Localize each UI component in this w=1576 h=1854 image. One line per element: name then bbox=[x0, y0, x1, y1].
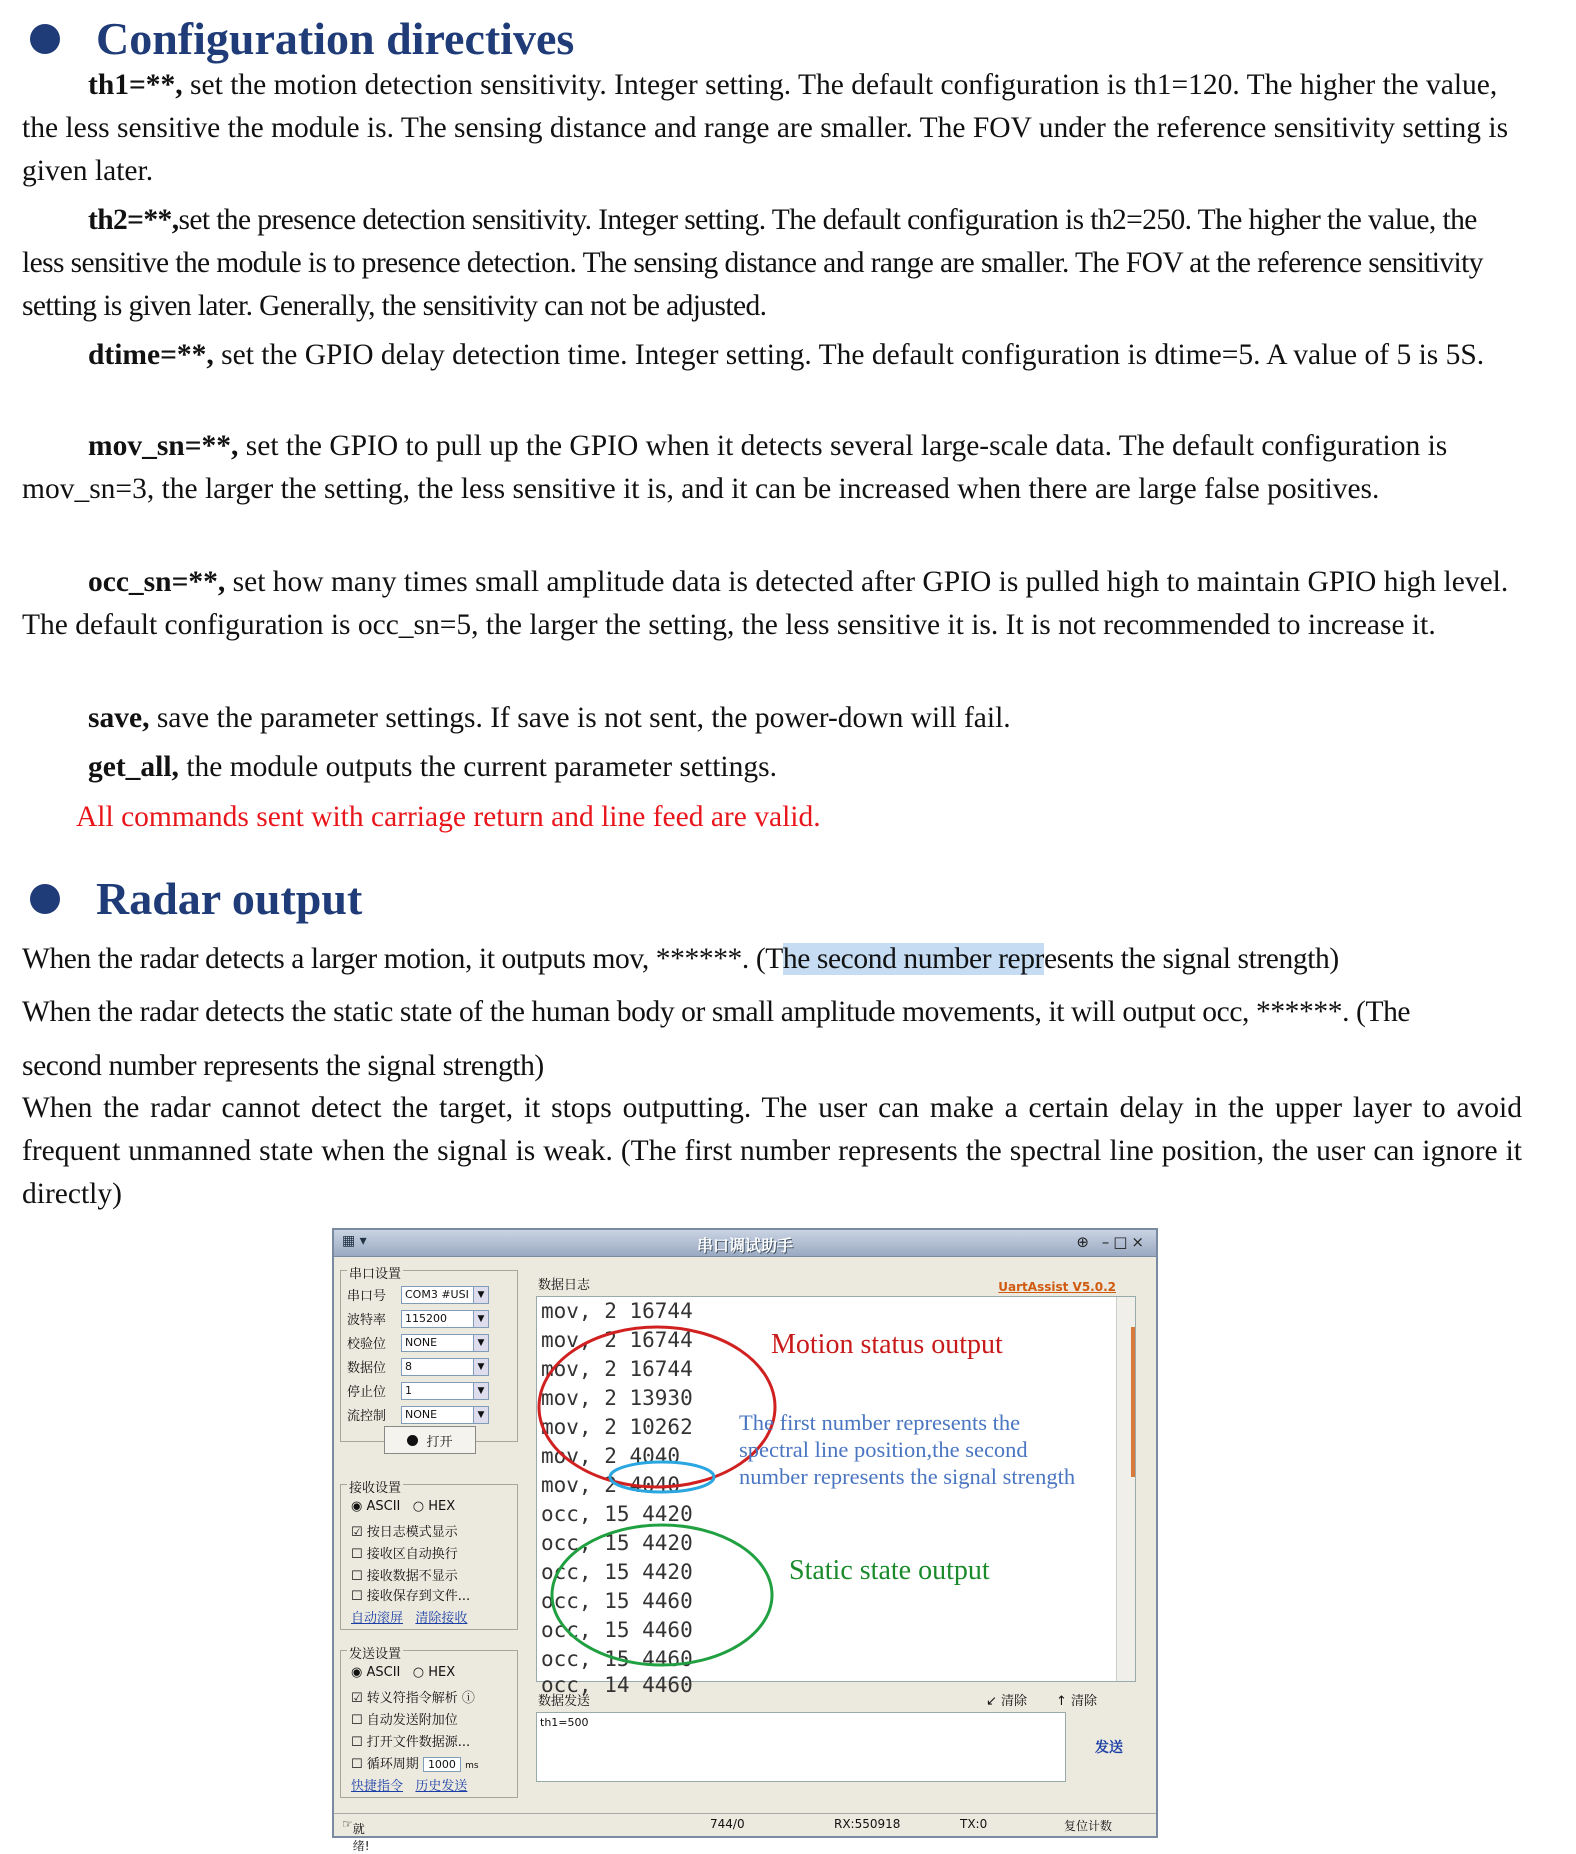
directive-cmd: th2=**, bbox=[88, 204, 179, 236]
log-scrollbar[interactable] bbox=[1116, 1297, 1135, 1681]
field-label: 波特率 bbox=[347, 1313, 387, 1328]
bullet-icon bbox=[30, 884, 60, 914]
radio-label: HEX bbox=[428, 1499, 456, 1514]
window-title: 串口调试助手 bbox=[696, 1236, 793, 1255]
status-ready: ☞ 就绪! bbox=[342, 1817, 370, 1853]
send-option[interactable]: ☑ 转义符指令解析 ⓘ bbox=[351, 1691, 475, 1706]
select-value: 8 bbox=[405, 1360, 412, 1373]
auto-scroll-link[interactable]: 自动滚屏 bbox=[351, 1611, 404, 1626]
send-settings-group bbox=[340, 1647, 518, 1798]
select-value: NONE bbox=[405, 1336, 438, 1349]
heading-text: Configuration directives bbox=[96, 13, 575, 64]
directive-dtime bbox=[22, 334, 1522, 377]
directive-text: set the motion detection sensitivity. Integer setting. The default configuration is th1=120. The higher the value, the less sensitive the module is. The sensing distance and range are smaller. The FOV under the reference sensitivity setting is given later. bbox=[22, 69, 1509, 187]
log-line: occ, 15 4420 bbox=[541, 1502, 693, 1526]
directive-text: set the GPIO delay detection time. Integer setting. The default configuration is dtime=5. A value of 5 is 5S. bbox=[213, 339, 1485, 371]
group-title: 串口设置 bbox=[347, 1263, 403, 1282]
recv-option[interactable]: ☐ 接收数据不显示 bbox=[351, 1569, 458, 1584]
field-flow bbox=[347, 1405, 489, 1424]
flow-select[interactable] bbox=[401, 1406, 489, 1424]
recv-links bbox=[351, 1607, 467, 1626]
field-label: 串口号 bbox=[347, 1289, 387, 1304]
directive-occ-sn bbox=[22, 561, 1522, 647]
quick-commands-link[interactable]: 快捷指令 bbox=[351, 1779, 404, 1794]
log-line: occ, 15 4420 bbox=[541, 1560, 693, 1584]
history-send-link[interactable]: 历史发送 bbox=[415, 1779, 468, 1794]
log-line: occ, 15 4460 bbox=[541, 1618, 693, 1642]
directive-cmd: occ_sn=**, bbox=[88, 566, 226, 598]
uart-assist-window bbox=[332, 1228, 1158, 1853]
field-label: 数据位 bbox=[347, 1361, 387, 1376]
directive-mov-sn bbox=[22, 425, 1522, 511]
radio-label: ASCII bbox=[366, 1665, 401, 1680]
field-parity bbox=[347, 1333, 489, 1352]
data-log-area[interactable] bbox=[536, 1296, 1136, 1697]
stopbits-select[interactable] bbox=[401, 1382, 489, 1400]
log-line: mov, 2 4040 bbox=[541, 1444, 681, 1468]
status-rx: RX:550918 bbox=[834, 1817, 901, 1831]
group-title: 发送设置 bbox=[347, 1643, 403, 1662]
output-occ-para: When the radar detects the static state of the human body or small amplitude movements, it will output occ, ******. (The bbox=[22, 996, 1411, 1028]
send-format bbox=[351, 1665, 455, 1680]
recv-format bbox=[351, 1499, 455, 1514]
field-baud bbox=[347, 1309, 489, 1328]
log-line: occ, 15 4460 bbox=[541, 1647, 693, 1671]
status-bar bbox=[334, 1813, 1156, 1853]
app-menu-icon[interactable]: ▦ ▾ bbox=[342, 1233, 367, 1249]
recv-option[interactable]: ☐ 接收保存到文件... bbox=[351, 1589, 471, 1604]
radio-hex[interactable]: ○ HEX bbox=[412, 1499, 456, 1514]
receive-settings-group bbox=[340, 1481, 518, 1630]
radio-hex[interactable]: ○ HEX bbox=[412, 1665, 456, 1680]
field-label: 流控制 bbox=[347, 1409, 387, 1424]
dropdown-arrow-icon: ▼ bbox=[473, 1311, 488, 1327]
dropdown-arrow-icon: ▼ bbox=[473, 1359, 488, 1375]
directive-text: set how many times small amplitude data is detected after GPIO is pulled high to maintain GPIO high level. The default configuration is occ_sn=5, the larger the setting, the less sensitive it is. It is not recommended to increase it. bbox=[22, 566, 1509, 641]
output-mov-para bbox=[22, 938, 1522, 981]
version-label: UartAssist V5.0.2 bbox=[998, 1280, 1116, 1294]
status-text: 就绪! bbox=[352, 1822, 370, 1853]
radio-label: ASCII bbox=[366, 1499, 401, 1514]
status-led-icon bbox=[407, 1435, 418, 1446]
send-title: 数据发送 bbox=[538, 1694, 591, 1709]
radio-label: HEX bbox=[428, 1665, 456, 1680]
dropdown-arrow-icon: ▼ bbox=[473, 1287, 488, 1303]
serial-settings-group bbox=[340, 1267, 518, 1442]
cycle-checkbox[interactable]: ☐ 循环周期 bbox=[351, 1757, 419, 1772]
radio-ascii[interactable]: ◉ ASCII bbox=[351, 1665, 401, 1680]
output-none-para: When the radar cannot detect the target, it stops outputting. The user can make a certain delay in the upper layer to avoid frequent unmanned state when the signal is weak. (The first number represents the spectral line position, the user can ignore it directly) bbox=[22, 1092, 1522, 1210]
directive-cmd: mov_sn=**, bbox=[88, 430, 239, 462]
send-button[interactable]: 发送 bbox=[1095, 1740, 1123, 1756]
para-text: When the radar detects a larger motion, it outputs mov, ******. (T bbox=[22, 943, 783, 975]
directive-text: save the parameter settings. If save is not sent, the power-down will fail. bbox=[149, 702, 1011, 734]
button-label: 打开 bbox=[426, 1434, 453, 1450]
field-port bbox=[347, 1285, 489, 1304]
dropdown-arrow-icon: ▼ bbox=[473, 1383, 488, 1399]
button-label: 清除 bbox=[1001, 1694, 1028, 1709]
log-line: mov, 2 13930 bbox=[541, 1386, 693, 1410]
directive-cmd: save, bbox=[88, 702, 150, 734]
send-input[interactable]: th1=500 bbox=[536, 1712, 1066, 1782]
parity-select[interactable] bbox=[401, 1334, 489, 1352]
log-line: mov, 2 16744 bbox=[541, 1357, 693, 1381]
reset-count-button[interactable]: 复位计数 bbox=[1064, 1819, 1113, 1833]
log-line: mov, 2 16744 bbox=[541, 1299, 693, 1323]
field-label: 校验位 bbox=[347, 1337, 387, 1352]
static-ellipse bbox=[552, 1525, 772, 1665]
scroll-thumb[interactable] bbox=[1131, 1327, 1135, 1477]
send-option[interactable]: ☐ 自动发送附加位 bbox=[351, 1713, 458, 1728]
para-text: esents the signal strength) bbox=[1043, 943, 1339, 975]
field-stopbits bbox=[347, 1381, 489, 1400]
section-heading-config bbox=[30, 12, 574, 65]
annotation-position: The first number represents the spectral line position,the second number represents the signal strength bbox=[739, 1410, 1076, 1489]
commands-note: All commands sent with carriage return and line feed are valid. bbox=[76, 801, 821, 833]
select-value: COM3 #USI bbox=[405, 1288, 469, 1301]
field-databits bbox=[347, 1357, 489, 1376]
log-line: mov, 2 10262 bbox=[541, 1415, 693, 1439]
directive-text: set the GPIO to pull up the GPIO when it detects several large-scale data. The default configuration is mov_sn=3, the larger the setting, the less sensitive it is, and it can be increased when there are large false positives. bbox=[22, 430, 1448, 505]
log-line: occ, 15 4460 bbox=[541, 1589, 693, 1613]
clear-send-button[interactable]: ↙ 清除 bbox=[986, 1694, 1028, 1709]
field-label: 停止位 bbox=[347, 1385, 387, 1400]
send-option[interactable]: ☐ 打开文件数据源... bbox=[351, 1735, 471, 1750]
highlighted-text: he second number repr bbox=[782, 943, 1044, 975]
log-line: occ, 14 4460 bbox=[541, 1673, 693, 1697]
recv-option[interactable]: ☐ 接收区自动换行 bbox=[351, 1547, 458, 1562]
databits-select[interactable] bbox=[401, 1358, 489, 1376]
cycle-unit: ms bbox=[465, 1761, 479, 1771]
directive-cmd: dtime=**, bbox=[88, 339, 214, 371]
open-port-button[interactable] bbox=[384, 1426, 476, 1454]
clear-all-button[interactable]: ↑ 清除 bbox=[1056, 1694, 1098, 1709]
status-count: 744/0 bbox=[710, 1817, 745, 1831]
heading-text: Radar output bbox=[96, 873, 363, 924]
status-tx: TX:0 bbox=[960, 1817, 988, 1831]
button-label: 清除 bbox=[1071, 1694, 1098, 1709]
title-bar bbox=[334, 1230, 1156, 1257]
log-line: mov, 2 16744 bbox=[541, 1328, 693, 1352]
annotation-motion: Motion status output bbox=[771, 1329, 1003, 1360]
window-controls[interactable]: ⊕ –□× bbox=[1076, 1233, 1148, 1251]
select-value: 1 bbox=[405, 1384, 412, 1397]
clear-receive-link[interactable]: 清除接收 bbox=[415, 1611, 468, 1626]
log-line: mov, 2 4040 bbox=[541, 1473, 681, 1497]
log-title: 数据日志 bbox=[538, 1278, 591, 1293]
group-title: 接收设置 bbox=[347, 1477, 403, 1496]
annotation-static: Static state output bbox=[789, 1555, 990, 1586]
directive-get-all bbox=[22, 746, 1522, 789]
dropdown-arrow-icon: ▼ bbox=[473, 1335, 488, 1351]
directive-cmd: th1=**, bbox=[88, 69, 183, 101]
output-occ-para-cont: second number represents the signal strength) bbox=[22, 1050, 544, 1082]
dropdown-arrow-icon: ▼ bbox=[473, 1407, 488, 1423]
directive-save bbox=[22, 697, 1522, 740]
log-line: occ, 15 4420 bbox=[541, 1531, 693, 1555]
directive-cmd: get_all, bbox=[88, 751, 179, 783]
cycle-input[interactable]: 1000 bbox=[423, 1757, 461, 1772]
radio-ascii[interactable]: ◉ ASCII bbox=[351, 1499, 401, 1514]
select-value: NONE bbox=[405, 1408, 438, 1421]
cycle-option bbox=[351, 1753, 479, 1772]
directive-text: the module outputs the current parameter settings. bbox=[178, 751, 777, 783]
port-select[interactable] bbox=[401, 1286, 489, 1304]
directive-th1 bbox=[22, 64, 1522, 193]
section-heading-output bbox=[30, 872, 362, 925]
directive-th2 bbox=[22, 199, 1522, 328]
baud-select[interactable] bbox=[401, 1310, 489, 1328]
send-links bbox=[351, 1775, 467, 1794]
directive-text: set the presence detection sensitivity. Integer setting. The default configuration is th2=250. The higher the value, the less sensitive the module is to presence detection. The sensing distance and range are smaller. The FOV at the reference sensitivity setting is given later. Generally, the sensitivity can not be adjusted. bbox=[22, 204, 1483, 322]
recv-option[interactable]: ☑ 按日志模式显示 bbox=[351, 1525, 458, 1540]
select-value: 115200 bbox=[405, 1312, 447, 1325]
bullet-icon bbox=[30, 24, 60, 54]
